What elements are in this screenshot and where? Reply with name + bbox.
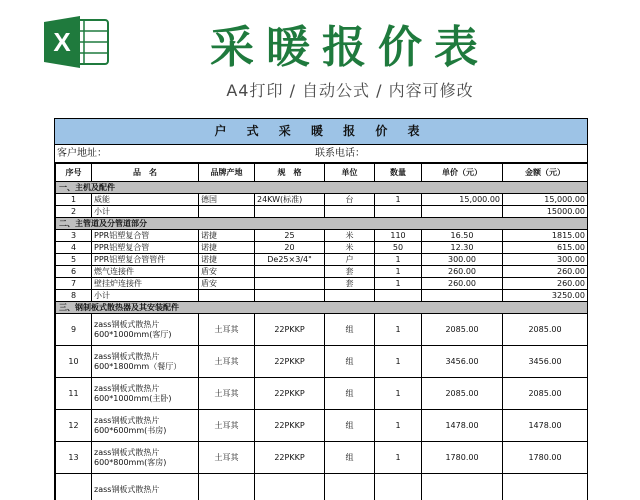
col-header-price[interactable]: 单价（元） (422, 164, 503, 182)
table-row (56, 230, 588, 242)
cell-price[interactable]: 2085.00 (422, 378, 503, 410)
spreadsheet (54, 118, 588, 500)
cell-spec[interactable] (255, 206, 325, 218)
cell-qty[interactable]: 1 (375, 442, 422, 474)
cell-spec[interactable] (255, 266, 325, 278)
cell-brand[interactable]: 土耳其 (199, 442, 255, 474)
cell-qty[interactable]: 1 (375, 346, 422, 378)
cell-unit[interactable] (325, 474, 375, 500)
page-title: 采暖报价表 (210, 22, 490, 73)
cell-unit[interactable] (325, 206, 375, 218)
cell-name[interactable]: 威能 (92, 194, 199, 206)
subtotal-row (56, 206, 588, 218)
cell-name[interactable]: 小计 (92, 290, 199, 302)
cell-price[interactable] (422, 474, 503, 500)
cell-name[interactable]: zass钢板式散热片 600*600mm(书房) (92, 410, 199, 442)
cell-unit[interactable]: 米 (325, 230, 375, 242)
cell-qty[interactable]: 1 (375, 278, 422, 290)
cell-qty[interactable]: 1 (375, 314, 422, 346)
cell-unit[interactable]: 套 (325, 266, 375, 278)
quote-table (55, 163, 588, 500)
cell-qty[interactable]: 1 (375, 378, 422, 410)
cell-price[interactable]: 260.00 (422, 266, 503, 278)
cell-no[interactable]: 8 (56, 290, 92, 302)
cell-no[interactable]: 11 (56, 378, 92, 410)
cell-no[interactable]: 6 (56, 266, 92, 278)
section-title[interactable]: 二、主管道及分管道部分 (56, 218, 588, 230)
cell-amount[interactable]: 260.00 (503, 266, 588, 278)
cell-price[interactable]: 1780.00 (422, 442, 503, 474)
cell-no[interactable]: 10 (56, 346, 92, 378)
cell-no[interactable]: 12 (56, 410, 92, 442)
header-row (56, 164, 588, 182)
col-header-unit[interactable]: 单位 (325, 164, 375, 182)
table-row (56, 254, 588, 266)
cell-brand[interactable] (199, 474, 255, 500)
cell-name[interactable]: zass钢板式散热片 (92, 474, 199, 500)
table-row (56, 378, 588, 410)
cell-brand[interactable]: 土耳其 (199, 378, 255, 410)
cell-amount[interactable]: 3250.00 (503, 290, 588, 302)
section-title[interactable]: 一、主机及配件 (56, 182, 588, 194)
cell-amount[interactable]: 3456.00 (503, 346, 588, 378)
cell-brand[interactable] (199, 206, 255, 218)
cell-amount[interactable]: 15,000.00 (503, 194, 588, 206)
section-row (56, 218, 588, 230)
cell-brand[interactable]: 诺捷 (199, 230, 255, 242)
subtotal-row (56, 290, 588, 302)
cell-name[interactable]: 燃气连接件 (92, 266, 199, 278)
section-row (56, 302, 588, 314)
cell-qty[interactable]: 1 (375, 254, 422, 266)
cell-name[interactable]: PPR铝塑复合管 (92, 230, 199, 242)
table-row (56, 242, 588, 254)
cell-no[interactable]: 1 (56, 194, 92, 206)
cell-name[interactable]: PPR铝塑复合管管件 (92, 254, 199, 266)
col-header-amount[interactable]: 金额（元） (503, 164, 588, 182)
cell-spec[interactable]: 20 (255, 242, 325, 254)
table-row (56, 442, 588, 474)
cell-amount[interactable]: 1815.00 (503, 230, 588, 242)
cell-qty[interactable]: 110 (375, 230, 422, 242)
cell-spec[interactable]: 22PKKP (255, 442, 325, 474)
cell-price[interactable]: 12.30 (422, 242, 503, 254)
cell-price[interactable]: 300.00 (422, 254, 503, 266)
cell-spec[interactable] (255, 474, 325, 500)
cell-brand[interactable] (199, 290, 255, 302)
col-header-no[interactable]: 序号 (56, 164, 92, 182)
cell-unit[interactable]: 组 (325, 346, 375, 378)
cell-name[interactable]: PPR铝塑复合管 (92, 242, 199, 254)
cell-qty[interactable]: 50 (375, 242, 422, 254)
cell-no[interactable]: 3 (56, 230, 92, 242)
cell-no[interactable] (56, 474, 92, 500)
cell-brand[interactable]: 盾安 (199, 278, 255, 290)
cell-brand[interactable]: 土耳其 (199, 410, 255, 442)
cell-price[interactable] (422, 290, 503, 302)
cell-qty[interactable]: 1 (375, 194, 422, 206)
cell-no[interactable]: 2 (56, 206, 92, 218)
cell-amount[interactable]: 1780.00 (503, 442, 588, 474)
cell-price[interactable]: 15,000.00 (422, 194, 503, 206)
cell-amount[interactable] (503, 474, 588, 500)
table-row (56, 266, 588, 278)
page-subtitle: A4打印 / 自动公式 / 内容可修改 (226, 81, 474, 100)
cell-name[interactable]: zass钢板式散热片 600*1800mm（餐厅） (92, 346, 199, 378)
customer-info-row (55, 145, 587, 163)
cell-brand[interactable]: 诺捷 (199, 254, 255, 266)
customer-address-label[interactable]: 客户地址： (57, 148, 107, 159)
cell-amount[interactable]: 2085.00 (503, 378, 588, 410)
cell-brand[interactable]: 诺捷 (199, 242, 255, 254)
table-row (56, 346, 588, 378)
cell-spec[interactable]: 22PKKP (255, 378, 325, 410)
cell-price[interactable]: 16.50 (422, 230, 503, 242)
cell-qty[interactable]: 1 (375, 410, 422, 442)
cell-unit[interactable]: 组 (325, 410, 375, 442)
sheet-title[interactable]: 户 式 采 暖 报 价 表 (55, 118, 587, 145)
cell-name[interactable]: 小计 (92, 206, 199, 218)
cell-brand[interactable]: 德国 (199, 194, 255, 206)
cell-qty[interactable] (375, 290, 422, 302)
cell-amount[interactable]: 2085.00 (503, 314, 588, 346)
cell-spec[interactable] (255, 290, 325, 302)
svg-text:X: X (53, 27, 71, 57)
cell-price[interactable] (422, 206, 503, 218)
col-header-brand[interactable]: 品牌产地 (199, 164, 255, 182)
col-header-qty[interactable]: 数量 (375, 164, 422, 182)
cell-brand[interactable]: 土耳其 (199, 314, 255, 346)
cell-brand[interactable]: 土耳其 (199, 346, 255, 378)
contact-phone-label[interactable]: 联系电话： (315, 148, 365, 159)
cell-price[interactable]: 260.00 (422, 278, 503, 290)
cell-brand[interactable]: 盾安 (199, 266, 255, 278)
cell-unit[interactable]: 户 (325, 254, 375, 266)
cell-unit[interactable] (325, 290, 375, 302)
cell-no[interactable]: 13 (56, 442, 92, 474)
cell-spec[interactable]: 22PKKP (255, 314, 325, 346)
cell-spec[interactable]: De25×3/4" (255, 254, 325, 266)
cell-amount[interactable]: 300.00 (503, 254, 588, 266)
col-header-spec[interactable]: 规 格 (255, 164, 325, 182)
cell-unit[interactable]: 组 (325, 314, 375, 346)
cell-name[interactable]: zass钢板式散热片 600*1000mm(客厅) (92, 314, 199, 346)
cell-no[interactable]: 7 (56, 278, 92, 290)
cell-name[interactable]: zass钢板式散热片 600*800mm(客房) (92, 442, 199, 474)
cell-qty[interactable] (375, 474, 422, 500)
cell-amount[interactable]: 15000.00 (503, 206, 588, 218)
cell-unit[interactable]: 组 (325, 442, 375, 474)
cell-spec[interactable]: 25 (255, 230, 325, 242)
cell-qty[interactable] (375, 206, 422, 218)
cell-unit[interactable]: 台 (325, 194, 375, 206)
cell-amount[interactable]: 260.00 (503, 278, 588, 290)
cell-name[interactable]: zass钢板式散热片 600*1000mm(主卧) (92, 378, 199, 410)
cell-price[interactable]: 2085.00 (422, 314, 503, 346)
cell-spec[interactable] (255, 278, 325, 290)
cell-no[interactable]: 4 (56, 242, 92, 254)
cell-no[interactable]: 9 (56, 314, 92, 346)
excel-icon (40, 14, 112, 70)
table-row (56, 194, 588, 206)
cell-price[interactable]: 3456.00 (422, 346, 503, 378)
cell-unit[interactable]: 组 (325, 378, 375, 410)
col-header-name[interactable]: 品 名 (92, 164, 199, 182)
table-row (56, 474, 588, 500)
table-row (56, 278, 588, 290)
section-title[interactable]: 三、钢制板式散热器及其安装配件 (56, 302, 588, 314)
cell-spec[interactable]: 22PKKP (255, 346, 325, 378)
cell-spec[interactable]: 24KW(标准) (255, 194, 325, 206)
cell-price[interactable]: 1478.00 (422, 410, 503, 442)
cell-no[interactable]: 5 (56, 254, 92, 266)
cell-unit[interactable]: 套 (325, 278, 375, 290)
cell-qty[interactable]: 1 (375, 266, 422, 278)
cell-spec[interactable]: 22PKKP (255, 410, 325, 442)
table-row (56, 410, 588, 442)
table-row (56, 314, 588, 346)
cell-name[interactable]: 壁挂炉连接件 (92, 278, 199, 290)
cell-amount[interactable]: 615.00 (503, 242, 588, 254)
cell-unit[interactable]: 米 (325, 242, 375, 254)
cell-amount[interactable]: 1478.00 (503, 410, 588, 442)
section-row (56, 182, 588, 194)
